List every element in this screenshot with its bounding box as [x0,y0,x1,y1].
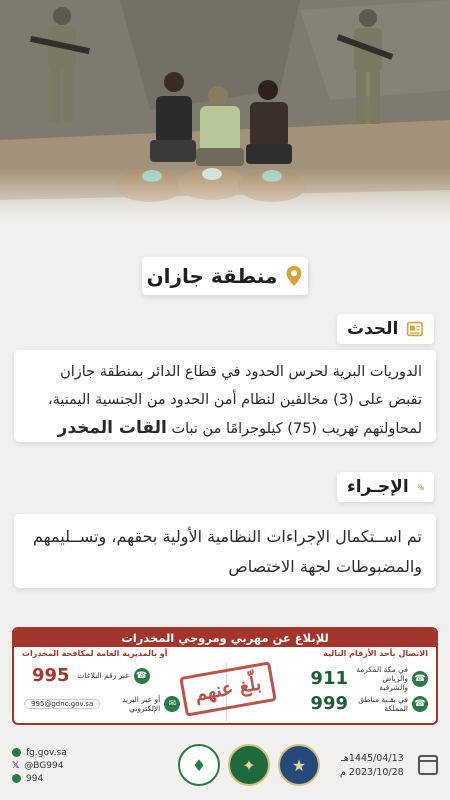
event-text [28,358,422,443]
footer-contacts [12,746,67,785]
report-email-label: أو عبر البريد الإلكتروني [122,695,161,713]
action-header [337,472,434,502]
website-text: fg.gov.sa [26,747,67,758]
region-badge [142,257,308,295]
footer-logos [178,744,320,786]
report-them-stamp: بلّغ عنهم [179,661,277,716]
report-header: للإبلاغ عن مهربي ومروجي المخدرات [14,629,436,647]
action-text: تم اســتكمال الإجراءات النظامية الأولية بحقهم، وتســليمهم والمضبوطات لجهة الاختصاص [32,527,422,576]
ministry-emblem-logo: ✦ [228,744,270,786]
calendar-icon [418,755,438,775]
report-email[interactable] [24,695,180,713]
hotline-999-number: 999 [310,693,348,714]
date-gregorian: 2023/10/28 م [340,767,404,778]
hotline-995-number: 995 [32,665,70,686]
region-name: منطقة جازان [146,264,278,288]
globe-icon [12,748,21,757]
hero-photo [0,0,450,228]
saudi-emblem-logo: ♦ [178,744,220,786]
report-email-address[interactable]: 995@gdnc.gov.sa [24,699,100,709]
date-hijri: 1445/04/13هـ [341,753,404,764]
phone-text: 994 [26,773,44,784]
event-body: الدوريات البرية لحرس الحدود في قطاع الدائر بمنطقة جازان تقبض على (3) مخالفين لنظام أمن الحدود من الجنسية اليمنية، لمحاولتهم تهريب (75) كيلوجرامًا من نبات [47,364,422,437]
hotline-999[interactable] [310,693,428,714]
x-link[interactable] [12,759,67,772]
hotline-911-label: في مكة المكرمة والرياض والشرقية [356,665,408,692]
event-highlight: القات المخدر [57,418,167,438]
report-left-subtitle: أو بالمديرية العامة لمكافحة المخدرات [22,649,168,658]
phone-link[interactable] [12,772,67,785]
hotline-999-label: في بقـية مناطق المملكة [358,694,408,713]
report-right-subtitle: الاتصال بأحد الأرقام التالية [323,649,428,658]
action-title: الإجـراء [347,477,409,497]
hotline-911[interactable] [310,665,428,692]
hotline-911-number: 911 [310,668,348,689]
gears-icon [417,476,424,498]
phone-icon [12,774,21,783]
event-header [337,314,434,344]
event-card [14,350,436,442]
footer-date [340,752,404,780]
hotline-995-label: عبر رقم البلاغات [77,671,130,680]
email-icon: ✉ [164,696,180,712]
document-icon [406,318,424,340]
location-pin-icon [285,265,303,287]
report-box [12,627,438,725]
x-icon: 𝕏 [12,760,20,771]
phone-icon: ☎ [412,696,428,712]
website-link[interactable] [12,746,67,759]
phone-icon: ☎ [134,668,150,684]
hotline-995[interactable] [32,665,150,686]
border-guard-logo: ★ [278,744,320,786]
x-handle-text: @BG994 [24,760,64,771]
event-title: الحدث [347,319,399,339]
phone-icon: ☎ [412,671,428,687]
action-card [14,514,436,588]
